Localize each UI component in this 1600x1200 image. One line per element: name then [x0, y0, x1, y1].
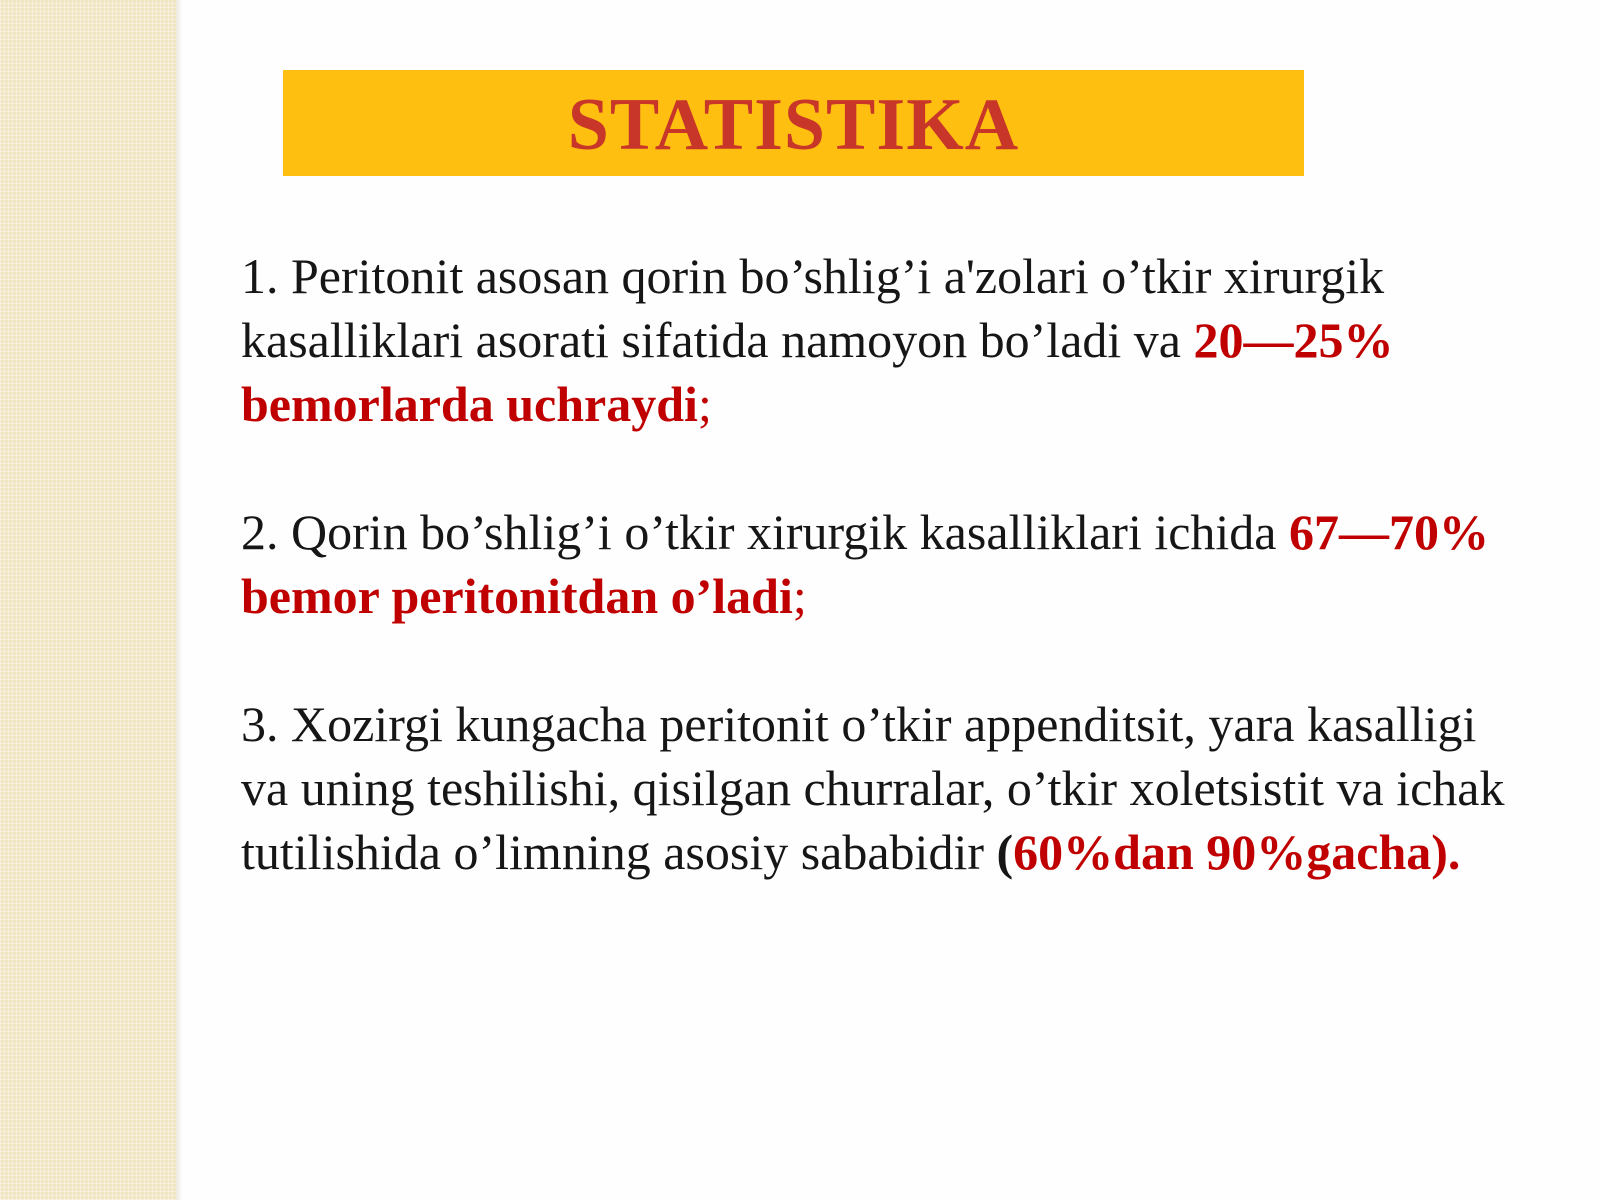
item-3-text: 3. Xozirgi kungacha peritonit o’tkir appenditsit, yara kasalligi va uning teshilishi, qisilgan churralar, o’tkir xoletsistit va ichak tutilishida o’limning asosiy sababidir: [241, 696, 1505, 880]
item-2-text: 2. Qorin bo’shlig’i o’tkir xirurgik kasalliklari ichida: [241, 504, 1289, 560]
item-1-text: 1. Peritonit asosan qorin bo’shlig’i a'zolari o’tkir xirurgik kasalliklari asorati sifatida namoyon bo’ladi va: [241, 248, 1385, 368]
title-banner: [283, 70, 1304, 176]
item-2-highlight: 67—70% bemor peritonitdan o’ladi: [241, 504, 1489, 624]
slide-title: STATISTIKA: [567, 84, 1020, 166]
statistic-item-1: [241, 244, 1531, 436]
statistic-item-2: [241, 500, 1531, 628]
item-3-open-paren: (: [996, 824, 1014, 880]
statistic-item-3: [241, 692, 1531, 884]
item-1-highlight: 20—25% bemorlarda uchraydi: [241, 312, 1394, 432]
item-1-suffix: ;: [697, 376, 712, 432]
slide-body: [241, 244, 1531, 948]
item-3-highlight: 60%dan 90%gacha).: [1013, 824, 1461, 880]
item-2-suffix: ;: [792, 568, 807, 624]
decorative-side-band: [0, 0, 176, 1200]
